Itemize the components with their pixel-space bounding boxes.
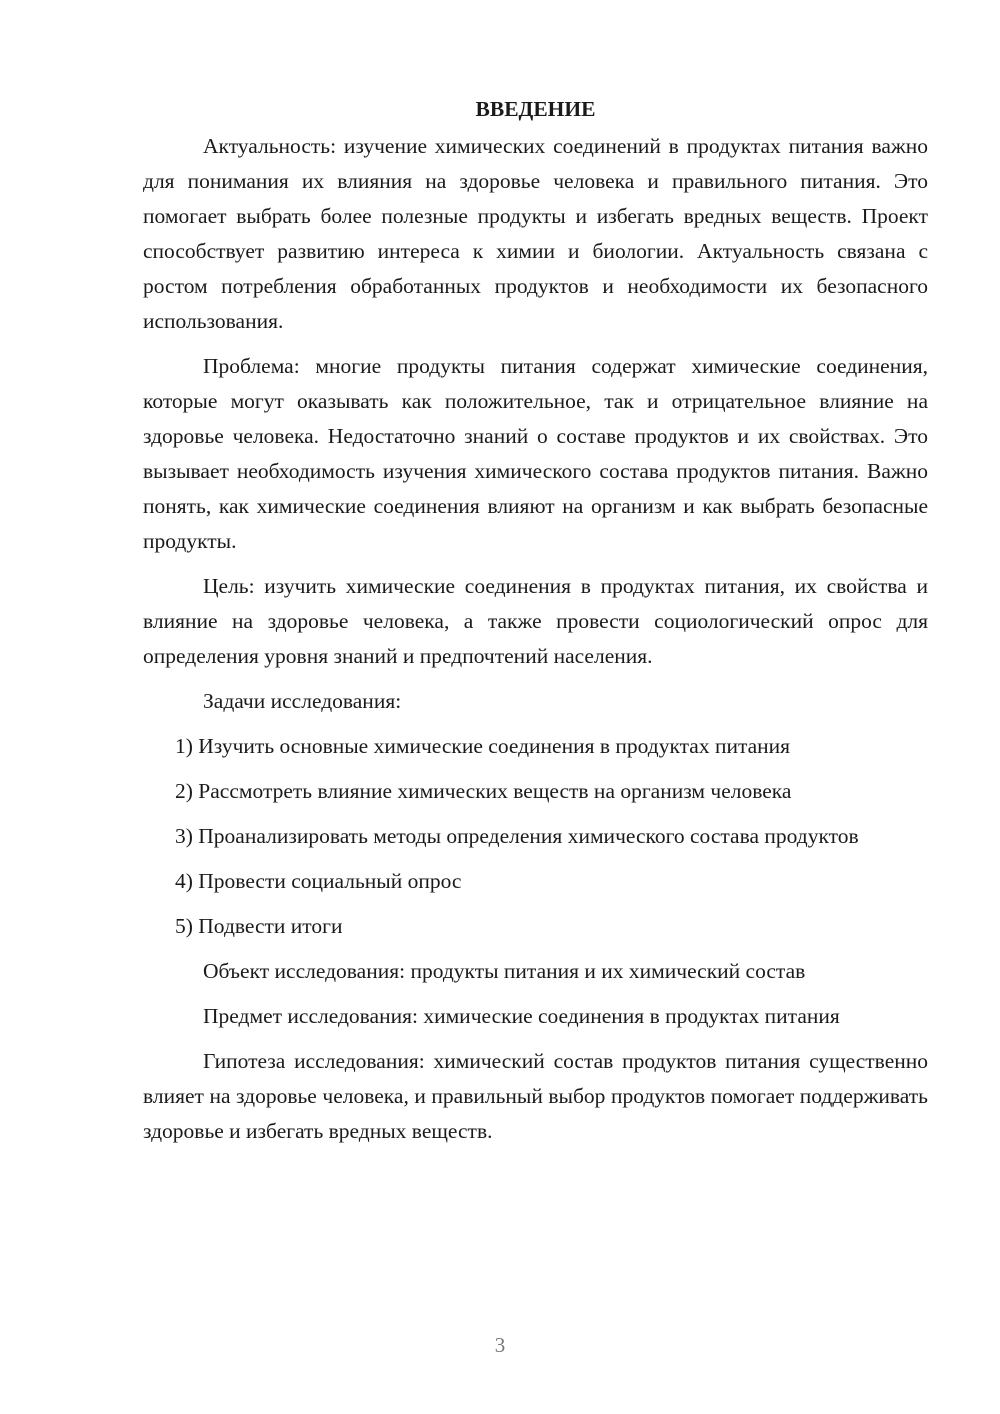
subject-paragraph: Предмет исследования: химические соединения в продуктах питания (203, 1004, 840, 1028)
page-title: ВВЕДЕНИЕ (475, 97, 596, 121)
task-item-2: 2) Рассмотреть влияние химических веществ на организм человека (175, 779, 792, 803)
relevance-paragraph: Актуальность: изучение химических соединений в продуктах питания важно для понимания их влияния на здоровье человека и правильного питания. Это помогает выбрать более полезные продукты и избегать вредных веществ. Проект способствует развитию интереса к химии и биологии. Актуальность связана с ростом потребления обработанных продуктов и необходимости их безопасного использования. (143, 134, 928, 333)
hypothesis-paragraph: Гипотеза исследования: химический состав продуктов питания существенно влияет на здоровье человека, и правильный выбор продуктов помогает поддерживать здоровье и избегать вредных веществ. (143, 1049, 928, 1143)
task-item-4: 4) Провести социальный опрос (175, 869, 462, 893)
goal-paragraph: Цель: изучить химические соединения в продуктах питания, их свойства и влияние на здоровье человека, а также провести социологический опрос для определения уровня знаний и предпочтений населения. (143, 574, 928, 668)
task-item-5: 5) Подвести итоги (175, 914, 343, 938)
object-paragraph: Объект исследования: продукты питания и их химический состав (203, 959, 806, 983)
problem-paragraph: Проблема: многие продукты питания содержат химические соединения, которые могут оказывать как положительное, так и отрицательное влияние на здоровье человека. Недостаточно знаний о составе продуктов и их свойствах. Это вызывает необходимость изучения химического состава продуктов питания. Важно понять, как химические соединения влияют на организм и как выбрать безопасные продукты. (143, 354, 928, 553)
document-page (143, 92, 928, 1159)
task-item-3: 3) Проанализировать методы определения химического состава продуктов (175, 824, 859, 848)
tasks-heading: Задачи исследования: (203, 689, 402, 713)
task-item-1: 1) Изучить основные химические соединения в продуктах питания (175, 734, 791, 758)
page-number: 3 (494, 1333, 506, 1357)
